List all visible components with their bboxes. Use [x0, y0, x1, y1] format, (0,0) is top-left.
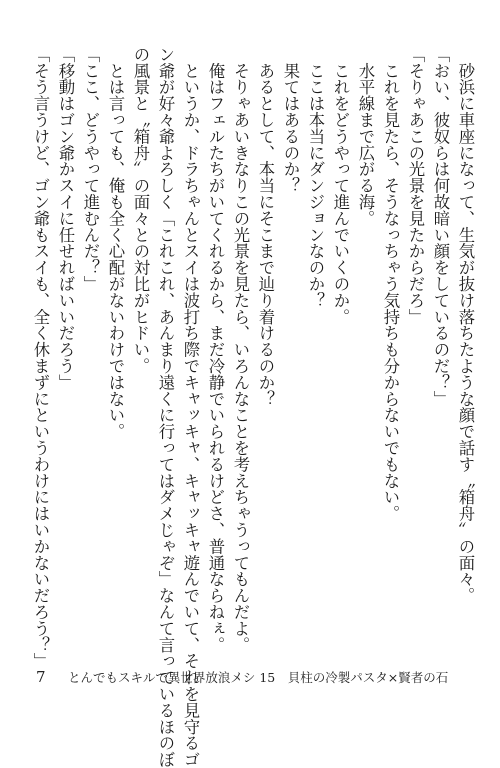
text-line: というか、ドラちゃんとスイは波打ち際でキャッキャ、キャッキャ遊んでいて、それを見守るゴ	[181, 46, 200, 768]
text-line: 「ここ、どうやって進むんだ？」	[81, 46, 100, 292]
text-line: 俺はフェルたちがいてくれるから、まだ冷静でいられるけどさ、普通ならねぇ。	[206, 46, 225, 653]
text-line: ン爺が好々爺よろしく「これこれ、あんまり遠くに行ってはダメじゃぞ」なんて言っているほのぼ	[156, 46, 175, 768]
text-line: 「そりゃあこの光景を見たからだろ」	[406, 46, 425, 325]
text-line: とは言っても、俺も全く心配がないわけではない。	[106, 46, 125, 440]
page-footer	[36, 668, 448, 686]
text-line: これをどうやって進んでいくのか。	[331, 46, 350, 325]
page-number: 7	[36, 668, 46, 686]
text-line: 果てはあるのか？	[281, 46, 300, 194]
text-line: の風景と〝箱舟〟の面々との対比がヒドい。	[131, 46, 150, 374]
text-line: ここは本当にダンジョンなのか？	[306, 46, 325, 309]
text-line: 「そう言うけど、ゴン爺もスイも、全く休まずにというわけにはいかないだろう？」	[31, 46, 50, 670]
text-line: 「おい、彼奴らは何故暗い顔をしているのだ？」	[431, 46, 450, 407]
running-title: とんでもスキルで異世界放浪メシ 15 貝柱の冷製パスタ×賢者の石	[68, 670, 449, 685]
text-line: あるとして、本当にそこまで辿り着けるのか？	[256, 46, 275, 407]
text-line: これを見たら、そうなっちゃう気持ちも分からないでもない。	[381, 46, 400, 522]
text-line: 砂浜に車座になって、生気が抜け落ちたような顔で話す〝箱舟〟の面々。	[456, 46, 475, 604]
text-line: そりゃあいきなりこの光景を見たら、いろんなことを考えちゃうってもんだよ。	[231, 46, 250, 653]
text-line: 水平線まで広がる海。	[356, 46, 375, 227]
text-line: 「移動はゴン爺かスイに任せればいいだろう」	[56, 46, 75, 391]
